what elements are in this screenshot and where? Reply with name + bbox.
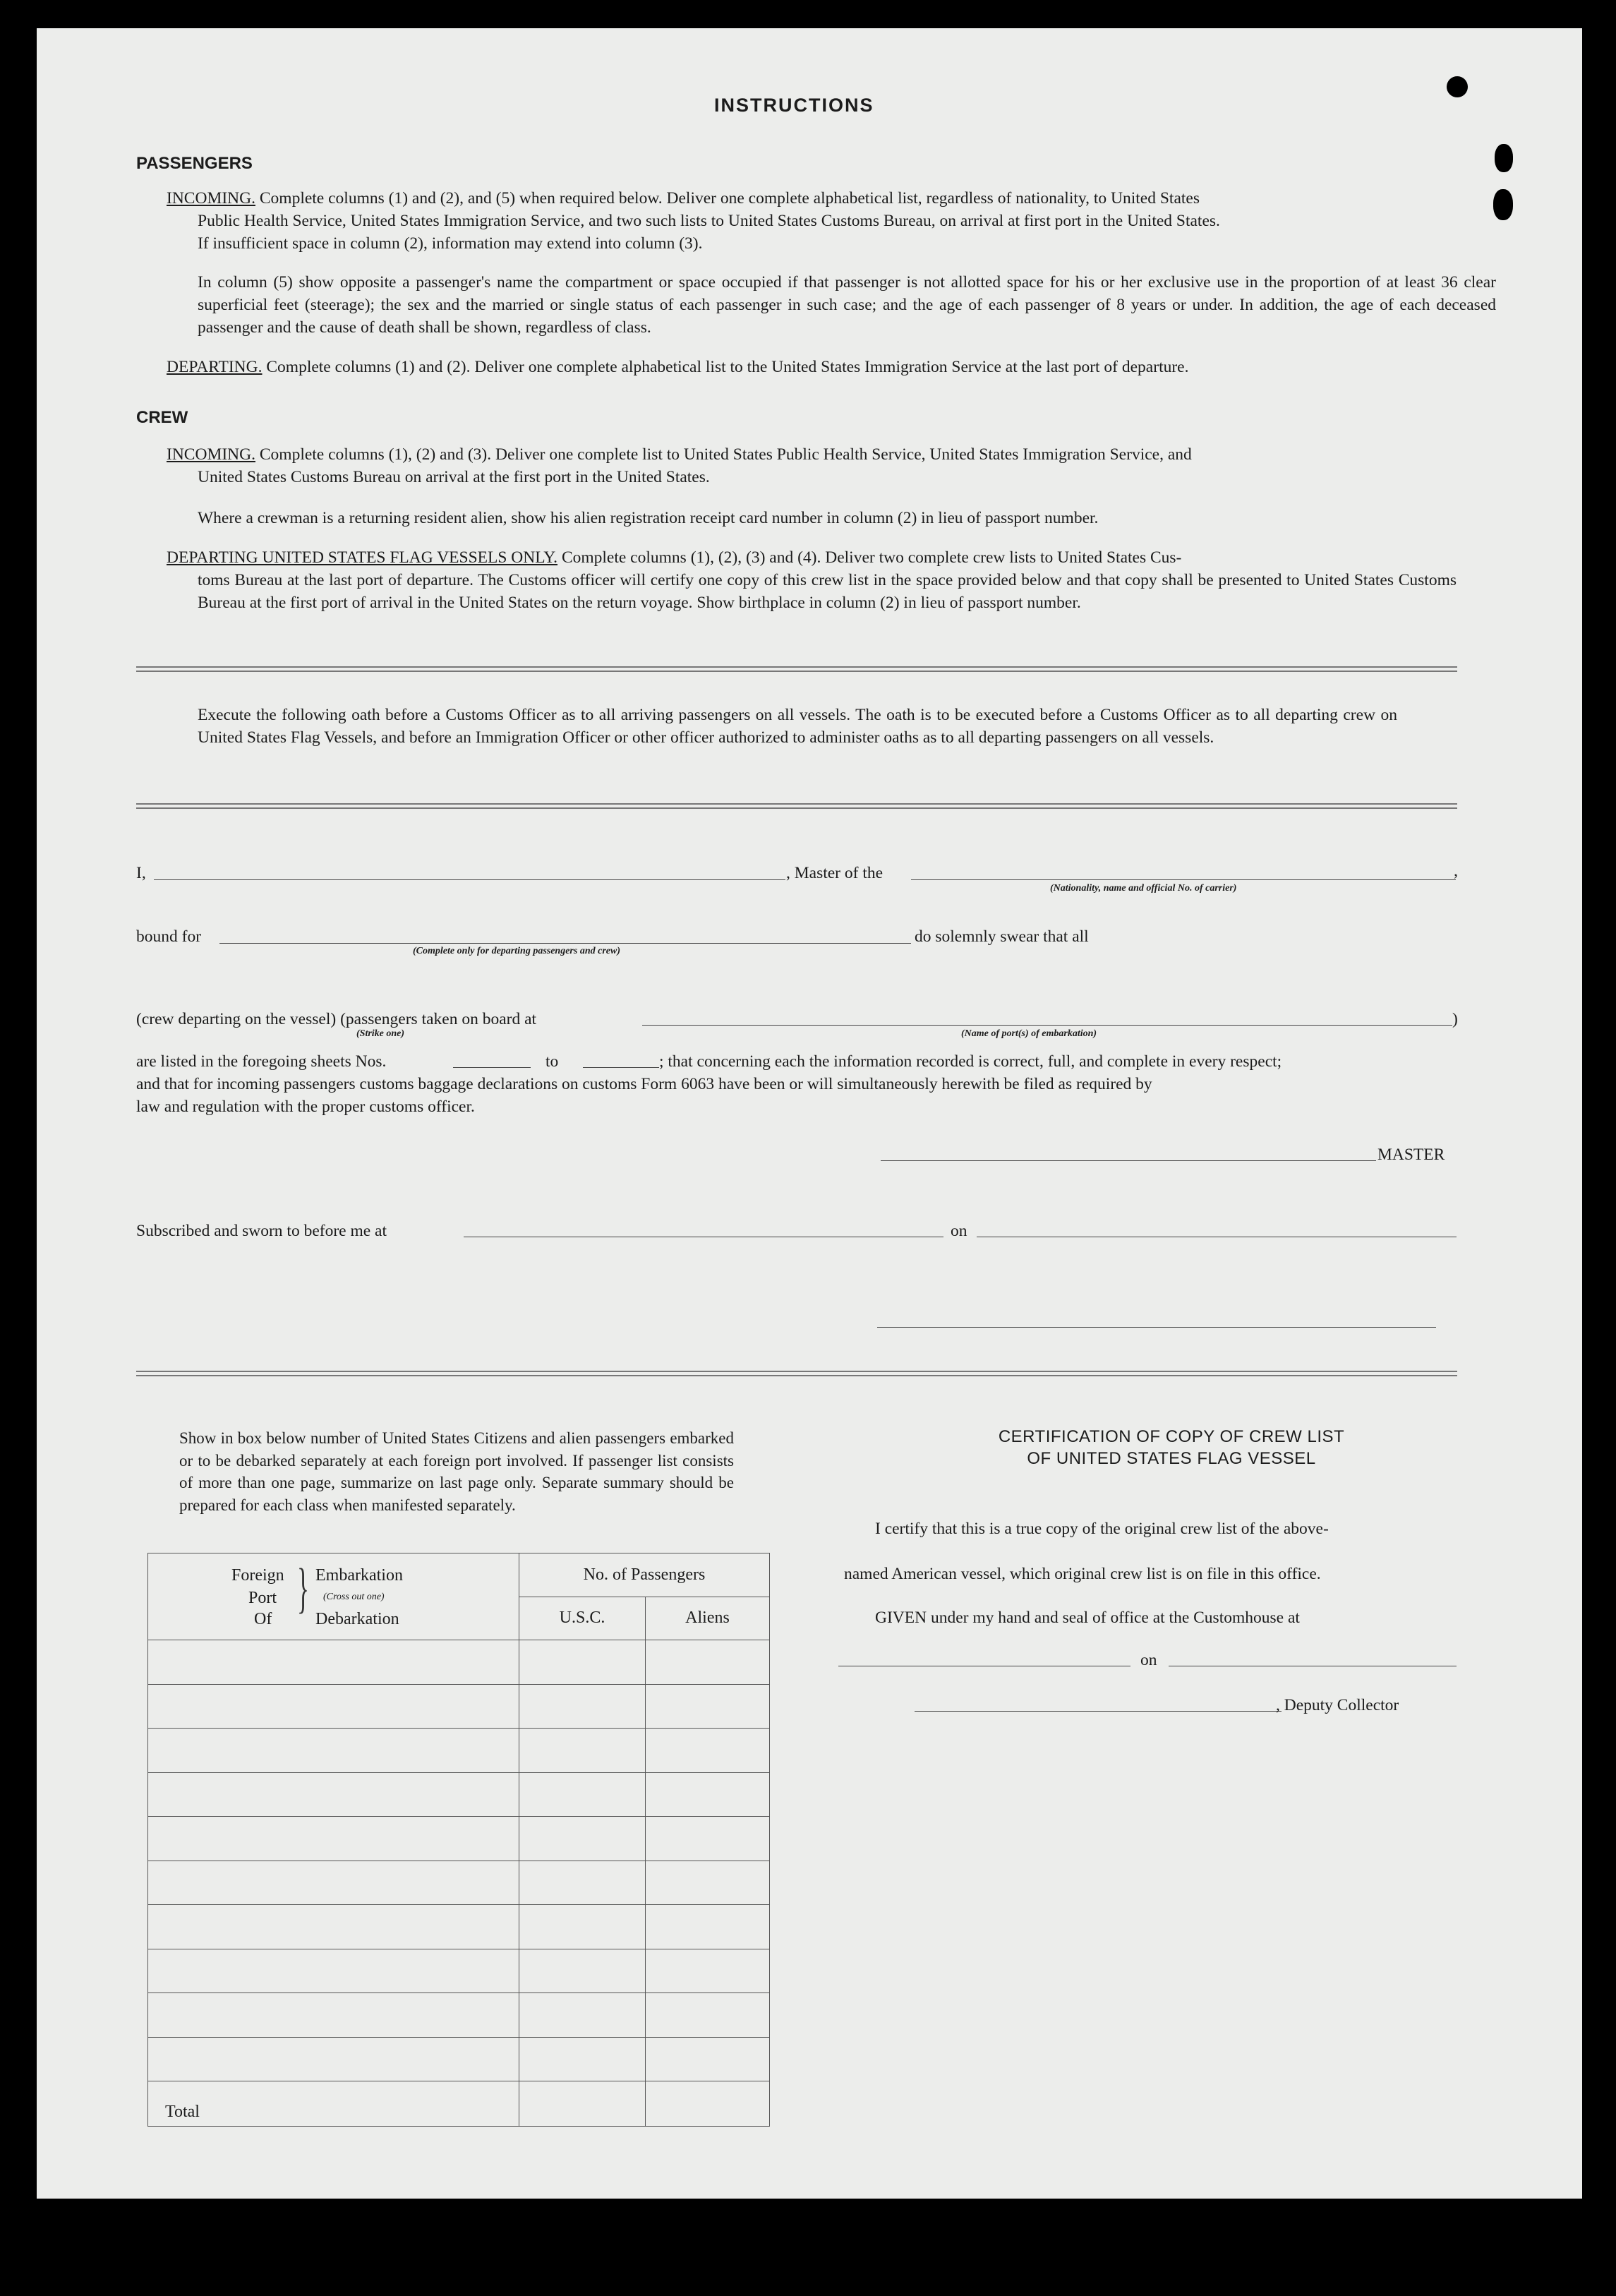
- table-row: [148, 1861, 770, 1905]
- deputy-collector-label: , Deputy Collector: [1276, 1696, 1399, 1714]
- port-cell[interactable]: [148, 1684, 519, 1729]
- foreign-label: Foreign: [231, 1566, 284, 1585]
- crew-departing-label: DEPARTING UNITED STATES FLAG VESSELS ONLY.: [167, 548, 558, 567]
- passengers-departing-label: DEPARTING.: [167, 358, 263, 376]
- crew-incoming-text: Complete columns (1), (2) and (3). Deliver one complete list to United States Public Health Service, United States Immigration Service, and: [259, 445, 1192, 464]
- aliens-cell[interactable]: [646, 1993, 770, 2038]
- master-name-field[interactable]: [154, 879, 785, 880]
- ports-embarkation-field[interactable]: [642, 1025, 1452, 1026]
- bound-for-field[interactable]: [219, 943, 911, 944]
- passengers-incoming-line3: If insufficient space in column (2), information may extend into column (3).: [198, 234, 703, 253]
- aliens-header: Aliens: [646, 1597, 770, 1640]
- usc-cell[interactable]: [519, 1729, 646, 1773]
- punch-hole: [1493, 189, 1513, 220]
- aliens-total-cell[interactable]: [646, 2081, 770, 2127]
- passengers-incoming-line1: [167, 187, 1455, 210]
- aliens-cell[interactable]: [646, 1817, 770, 1861]
- bound-for-label: bound for: [136, 927, 202, 946]
- oath-line2: and that for incoming passengers customs baggage declarations on customs Form 6063 have been or will simultaneously herewith be filed as required by: [136, 1075, 1152, 1093]
- crew-resident-text: Where a crewman is a returning resident alien, show his alien registration receipt card number in column (2) in lieu of passport number.: [198, 509, 1099, 527]
- ports-caption: (Name of port(s) of embarkation): [961, 1028, 1097, 1039]
- table-row: [148, 1729, 770, 1773]
- port-header-cell: [148, 1553, 519, 1640]
- strike-one-caption: (Strike one): [356, 1028, 405, 1039]
- passengers-incoming-line2: Public Health Service, United States Immigration Service, and two such lists to United States Customs Bureau, on arrival at first port in the United States.: [198, 212, 1220, 230]
- usc-cell[interactable]: [519, 1817, 646, 1861]
- master-of-label: , Master of the: [786, 864, 884, 882]
- usc-cell[interactable]: [519, 1684, 646, 1729]
- listed-text-b: ; that concerning each the information recorded is correct, full, and complete in every respect;: [659, 1052, 1282, 1071]
- table-row: [148, 1640, 770, 1685]
- section-divider: [136, 1371, 1457, 1376]
- no-passengers-header: No. of Passengers: [519, 1553, 770, 1597]
- embarkation-label: Embarkation: [315, 1566, 403, 1585]
- port-cell[interactable]: [148, 1817, 519, 1861]
- usc-cell[interactable]: [519, 1640, 646, 1685]
- port-cell[interactable]: [148, 1640, 519, 1685]
- certification-title-line2: OF UNITED STATES FLAG VESSEL: [1027, 1449, 1316, 1468]
- oath-intro: Execute the following oath before a Customs Officer as to all arriving passengers on all vessels. The oath is to be executed before a Customs Officer as to all departing crew on United States Flag Vessels, and before an Immigration Officer or other officer authorized to administer oaths as to all departing passengers on all vessels.: [198, 706, 1397, 747]
- deputy-signature-field[interactable]: [915, 1711, 1282, 1712]
- crew-incoming-line1: [167, 443, 1192, 466]
- master-label: MASTER: [1377, 1146, 1445, 1164]
- punch-hole: [1495, 144, 1513, 172]
- close-paren: ): [1452, 1010, 1458, 1028]
- table-row: [148, 1684, 770, 1729]
- table-row: [148, 1772, 770, 1817]
- usc-cell[interactable]: [519, 1993, 646, 2038]
- listed-to-label: to: [545, 1052, 559, 1071]
- section-divider: [136, 803, 1457, 809]
- aliens-cell[interactable]: [646, 1861, 770, 1905]
- listed-text-a: are listed in the foregoing sheets Nos.: [136, 1052, 387, 1071]
- brace-glyph: }: [297, 1557, 309, 1618]
- table-row: [148, 1993, 770, 2038]
- table-row: [148, 1905, 770, 1949]
- sheet-from-field[interactable]: [453, 1067, 531, 1068]
- passenger-summary-table: [147, 1553, 770, 2127]
- cross-out-caption: (Cross out one): [323, 1592, 385, 1602]
- passengers-incoming-label: INCOMING.: [167, 189, 255, 208]
- certification-line3: GIVEN under my hand and seal of office at the Customhouse at: [875, 1609, 1300, 1627]
- usc-cell[interactable]: [519, 1772, 646, 1817]
- passengers-incoming-text: Complete columns (1) and (2), and (5) when required below. Deliver one complete alphabetical list, regardless of nationality, to United States: [259, 189, 1200, 208]
- table-row: [148, 2037, 770, 2081]
- debarkation-label: Debarkation: [315, 1610, 399, 1628]
- crew-departing-strike: (crew departing on the vessel) (passengers taken on board at: [136, 1010, 537, 1028]
- crew-incoming-line2: United States Customs Bureau on arrival at the first port in the United States.: [198, 468, 710, 486]
- summary-intro: Show in box below number of United States Citizens and alien passengers embarked or to be debarked separately at each foreign port involved. If passenger list consists of more than one page, summarize on last page only. Separate summary should be prepared for each class when manifested separately.: [179, 1429, 734, 1514]
- oath-line3: law and regulation with the proper customs officer.: [136, 1098, 475, 1116]
- port-cell[interactable]: [148, 1729, 519, 1773]
- table-row: [148, 1949, 770, 1993]
- port-cell[interactable]: [148, 1905, 519, 1949]
- port-cell[interactable]: [148, 1772, 519, 1817]
- master-signature-field[interactable]: [881, 1160, 1376, 1161]
- subscribed-label: Subscribed and sworn to before me at: [136, 1222, 387, 1240]
- aliens-cell[interactable]: [646, 2037, 770, 2081]
- port-cell[interactable]: [148, 1993, 519, 2038]
- aliens-cell[interactable]: [646, 1684, 770, 1729]
- usc-cell[interactable]: [519, 1905, 646, 1949]
- aliens-cell[interactable]: [646, 1729, 770, 1773]
- aliens-cell[interactable]: [646, 1640, 770, 1685]
- sheet-to-field[interactable]: [583, 1067, 659, 1068]
- usc-total-cell[interactable]: [519, 2081, 646, 2127]
- total-row: [148, 2081, 770, 2127]
- crew-departing-text: Complete columns (1), (2), (3) and (4). Deliver two complete crew lists to United States Cus-: [561, 548, 1182, 567]
- passengers-heading: PASSENGERS: [136, 154, 253, 173]
- certification-title-line1: CERTIFICATION OF COPY OF CREW LIST: [998, 1427, 1345, 1446]
- table-row: [148, 1817, 770, 1861]
- usc-header: U.S.C.: [519, 1597, 646, 1640]
- aliens-cell[interactable]: [646, 1905, 770, 1949]
- section-divider: [136, 666, 1457, 672]
- crew-departing-rest: toms Bureau at the last port of departure. The Customs officer will certify one copy of this crew list in the space provided below and that copy shall be presented to United States Customs Bureau at the first port of arrival in the United States on the return voyage. Show birthplace in column (2) in lieu of passport number.: [198, 571, 1457, 612]
- oath-i-label: I,: [136, 864, 146, 882]
- certification-title: [861, 1426, 1482, 1469]
- crew-heading: CREW: [136, 408, 188, 427]
- certification-line1: I certify that this is a true copy of the original crew list of the above-: [875, 1520, 1329, 1538]
- passengers-column5-text: In column (5) show opposite a passenger's name the compartment or space occupied if that passenger is not allotted space for his or her exclusive use in the proportion of at least 36 clear superficial feet (steerage); the sex and the married or single status of each passenger in such case; and the age of each passenger of 8 years or under. In addition, the age of each deceased passenger and the cause of death shall be shown, regardless of class.: [198, 273, 1496, 337]
- certification-line2: named American vessel, which original crew list is on file in this office.: [844, 1565, 1321, 1583]
- certification-on-label: on: [1140, 1651, 1157, 1669]
- usc-cell[interactable]: [519, 2037, 646, 2081]
- crew-incoming-label: INCOMING.: [167, 445, 255, 464]
- comma-mark: ,: [1454, 862, 1458, 880]
- subscribed-on-label: on: [951, 1222, 967, 1240]
- passengers-departing-line: [167, 356, 1188, 378]
- port-cell[interactable]: [148, 1861, 519, 1905]
- port-cell[interactable]: [148, 1949, 519, 1993]
- port-cell[interactable]: [148, 2037, 519, 2081]
- usc-cell[interactable]: [519, 1949, 646, 1993]
- aliens-cell[interactable]: [646, 1949, 770, 1993]
- vessel-name-field[interactable]: [911, 879, 1456, 880]
- page-title: INSTRUCTIONS: [714, 95, 874, 116]
- officer-signature-field[interactable]: [877, 1327, 1436, 1328]
- crew-departing-line1: [167, 546, 1181, 569]
- swear-text: do solemnly swear that all: [915, 927, 1089, 946]
- punch-hole: [1447, 76, 1468, 97]
- complete-only-caption: (Complete only for departing passengers and crew): [413, 946, 620, 956]
- port-label: Port: [248, 1589, 277, 1607]
- total-label: Total: [148, 2081, 519, 2127]
- usc-cell[interactable]: [519, 1861, 646, 1905]
- of-label: Of: [254, 1610, 272, 1628]
- nationality-caption: (Nationality, name and official No. of carrier): [1050, 883, 1237, 894]
- passengers-departing-text: Complete columns (1) and (2). Deliver one complete alphabetical list to the United States Immigration Service at the last port of departure.: [266, 358, 1189, 376]
- aliens-cell[interactable]: [646, 1772, 770, 1817]
